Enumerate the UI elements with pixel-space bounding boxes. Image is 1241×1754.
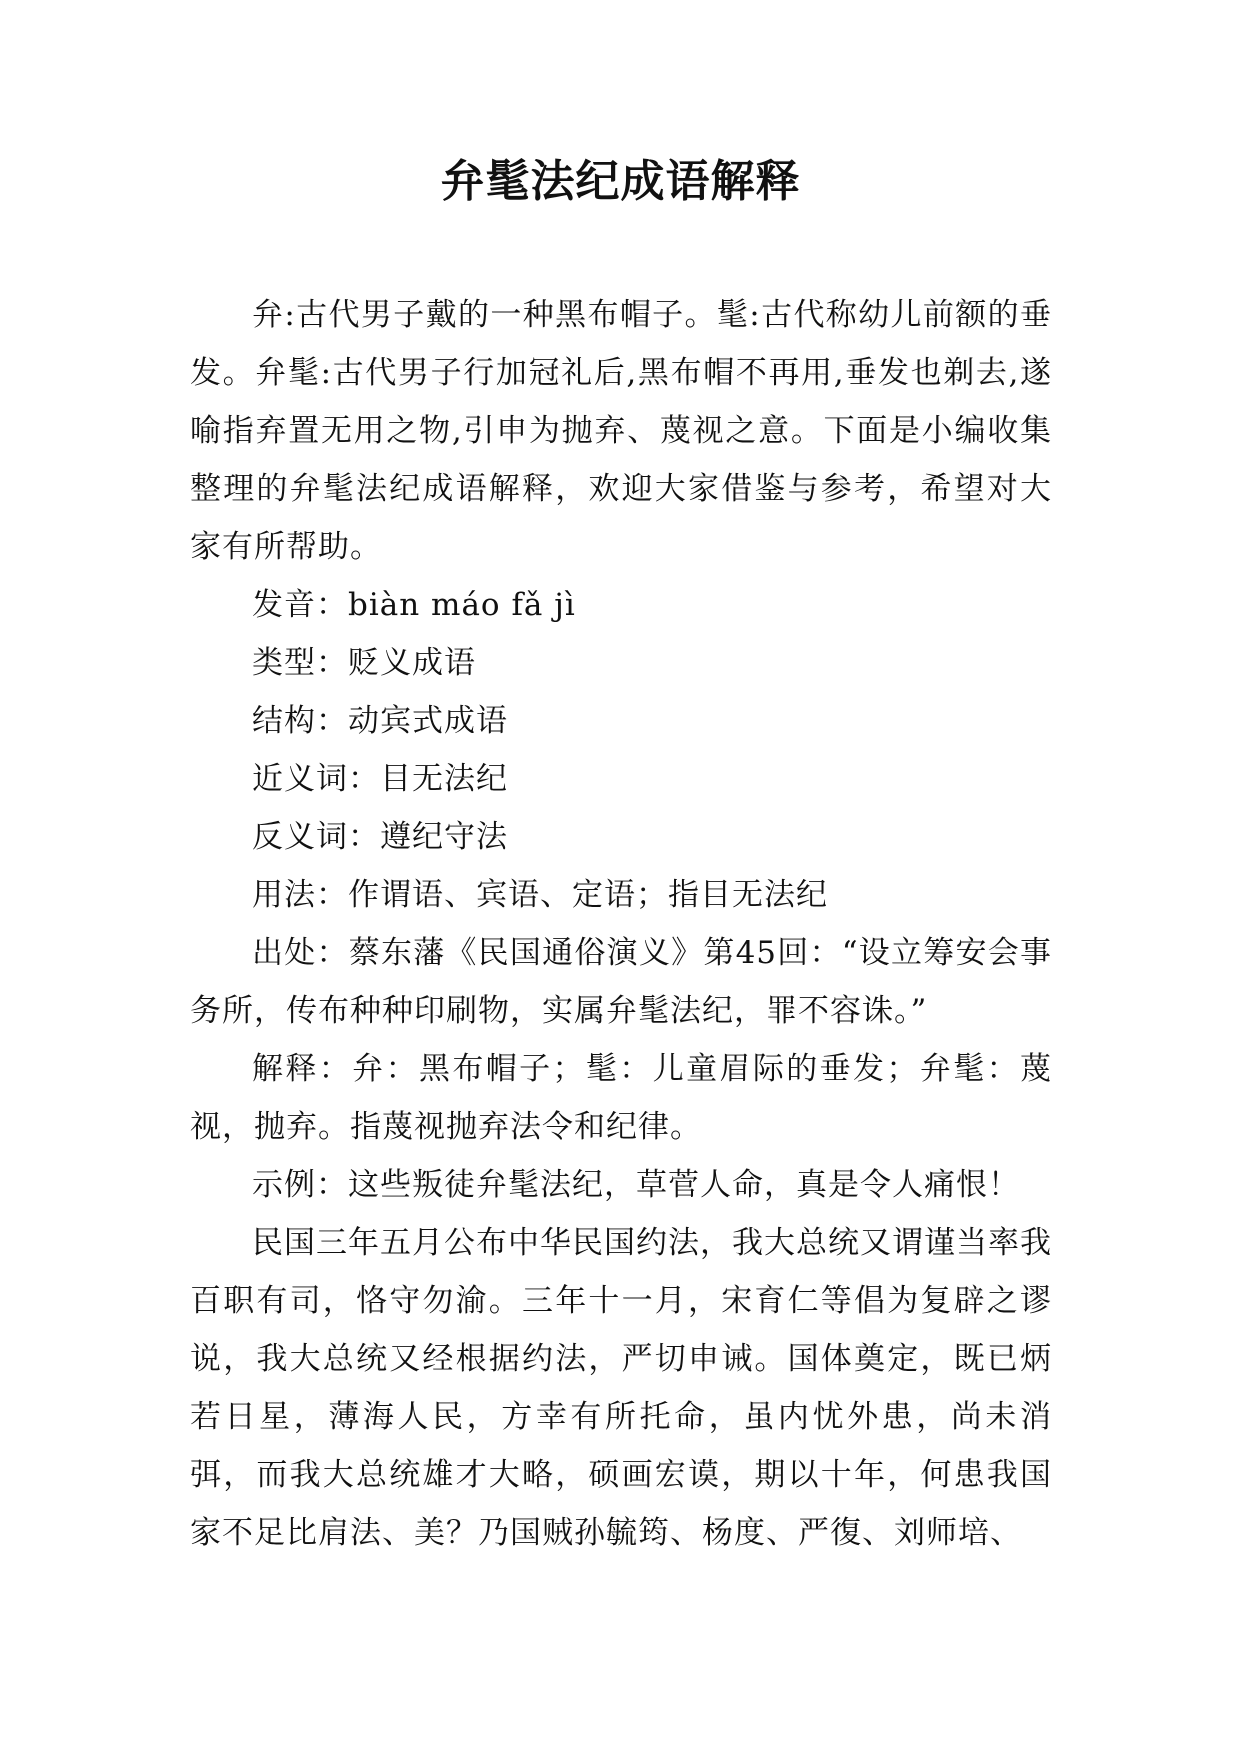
type-line: 类型：贬义成语: [252, 645, 476, 681]
quotation-paragraph: 民国三年五月公布中华民国约法，我大总统又谓谨当率我百职有司，恪守勿渝。三年十一月，宋育仁等倡为复辟之谬说，我大总统又经根据约法，严切申诫。国体奠定，既已炳若日星，薄海人民，方幸有所托命，虽内忧外患，尚未消弭，而我大总统雄才大略，硕画宏谟，期以十年，何患我国家不足比肩法、美？乃国贼孙毓筠、杨度、严復、刘师培、: [190, 1225, 1052, 1551]
example-line: 示例：这些叛徒弁髦法纪，草菅人命，真是令人痛恨！: [252, 1167, 1020, 1203]
synonym-line: 近义词：目无法纪: [252, 761, 508, 797]
document-body: [190, 286, 1052, 1562]
pronunciation-line: 发音：biàn máo fǎ jì: [252, 587, 576, 623]
usage-line: 用法：作谓语、宾语、定语；指目无法纪: [252, 877, 828, 913]
explanation-paragraph: 解释：弁：黑布帽子；髦：儿童眉际的垂发；弁髦：蔑视，抛弃。指蔑视抛弃法令和纪律。: [190, 1051, 1052, 1145]
document-title: 弁髦法纪成语解释: [440, 156, 801, 207]
structure-line: 结构：动宾式成语: [252, 703, 508, 739]
source-paragraph: 出处：蔡东藩《民国通俗演义》第45回：“设立筹安会事务所，传布种种印刷物，实属弁髦法纪，罪不容诛。”: [190, 935, 1052, 1029]
antonym-line: 反义词：遵纪守法: [252, 819, 508, 855]
intro-paragraph: 弁:古代男子戴的一种黑布帽子。髦:古代称幼儿前额的垂发。弁髦:古代男子行加冠礼后,黑布帽不再用,垂发也剃去,遂喻指弃置无用之物,引申为抛弃、蔑视之意。下面是小编收集整理的弁髦法纪成语解释，欢迎大家借鉴与参考，希望对大家有所帮助。: [190, 297, 1052, 565]
